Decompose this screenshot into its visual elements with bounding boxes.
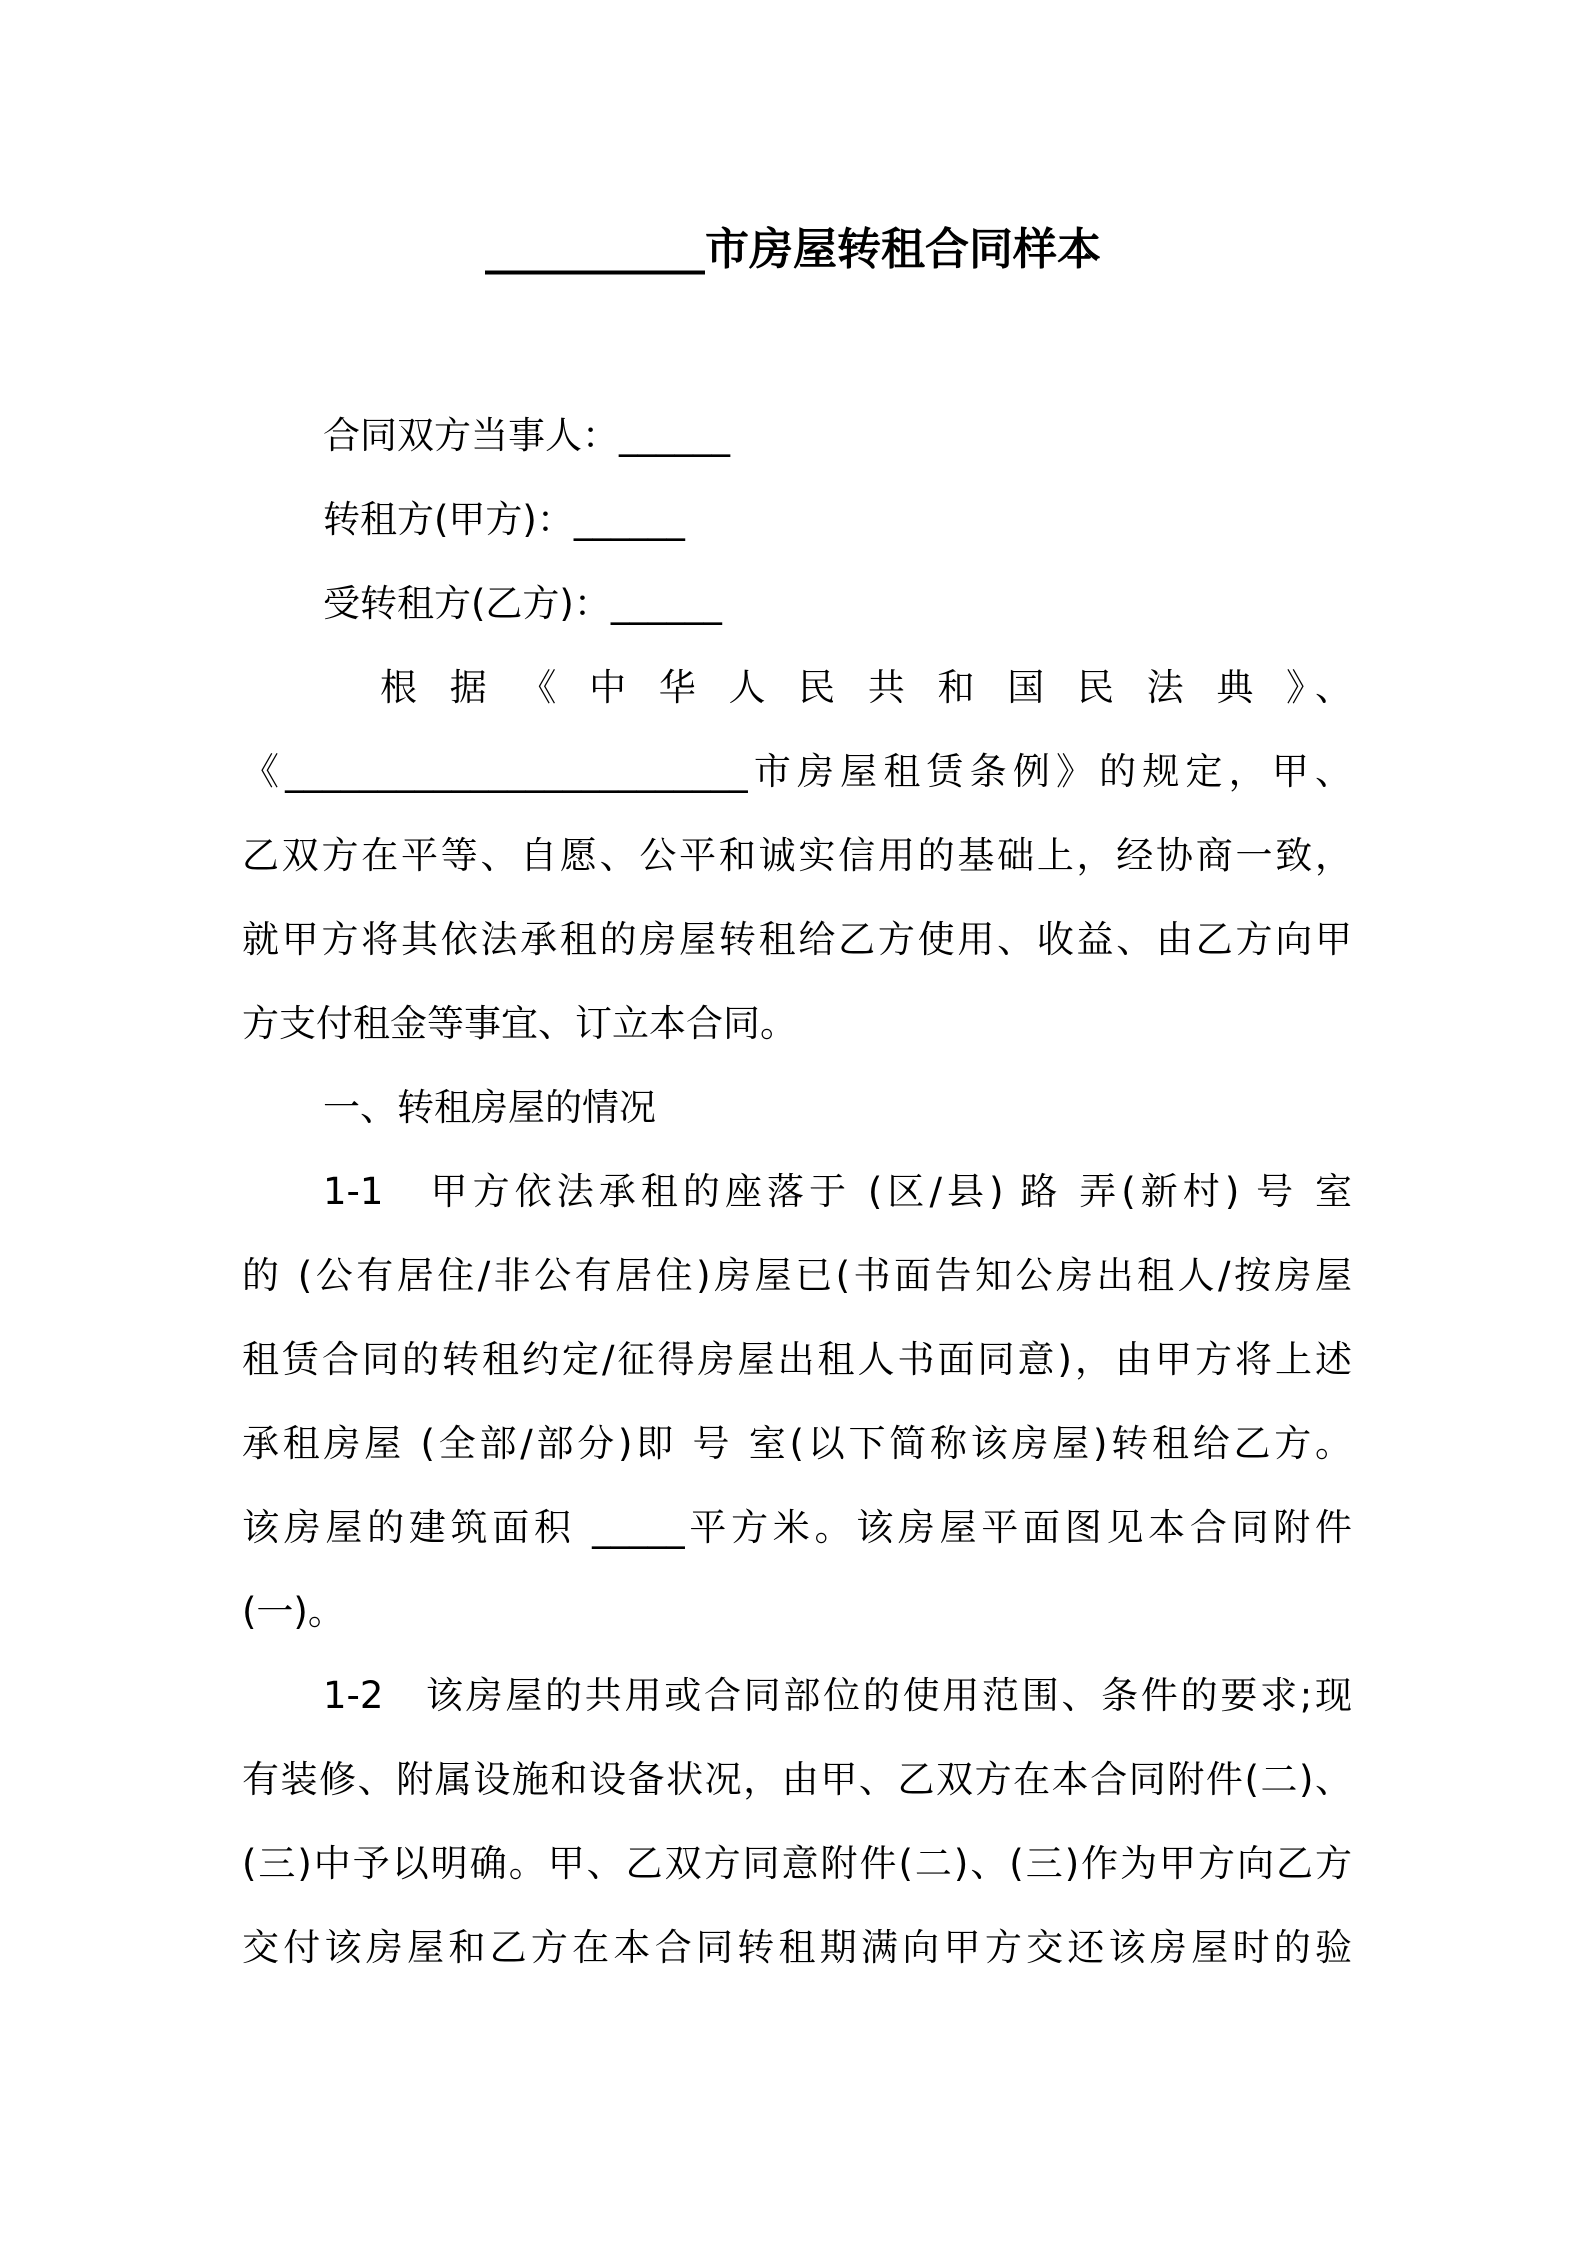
party-line: 合同双方当事人：______ — [323, 414, 730, 457]
paragraph-line: 根 据 《 中 华 人 民 共 和 国 民 法 典 》、 — [380, 666, 1352, 709]
clause-line: 承租房屋 (全部/部分)即 号 室(以下简称该房屋)转租给乙方。 — [242, 1422, 1352, 1465]
clause-line: 有装修、附属设施和设备状况，由甲、乙双方在本合同附件(二)、 — [242, 1758, 1352, 1801]
lessee-line: 受转租方(乙方)：______ — [323, 582, 722, 625]
clause-line: 交付该房屋和乙方在本合同转租期满向甲方交还该房屋时的验 — [242, 1926, 1352, 1969]
paragraph-line: 乙双方在平等、自愿、公平和诚实信用的基础上，经协商一致， — [242, 834, 1352, 877]
clause-line: 租赁合同的转租约定/征得房屋出租人书面同意)，由甲方将上述 — [242, 1338, 1352, 1381]
clause-line: 1-2 该房屋的共用或合同部位的使用范围、条件的要求;现 — [323, 1674, 1352, 1717]
clause-line: (三)中予以明确。甲、乙双方同意附件(二)、(三)作为甲方向乙方 — [242, 1842, 1352, 1885]
clause-line: 该房屋的建筑面积 _____平方米。该房屋平面图见本合同附件 — [242, 1506, 1352, 1549]
section-heading: 一、转租房屋的情况 — [323, 1086, 656, 1129]
lessor-line: 转租方(甲方)：______ — [323, 498, 685, 541]
paragraph-line: 《_________________________市房屋租赁条例》的规定，甲、 — [242, 750, 1352, 793]
paragraph-line: 方支付租金等事宜、订立本合同。 — [242, 1002, 797, 1045]
paragraph-line: 就甲方将其依法承租的房屋转租给乙方使用、收益、由乙方向甲 — [242, 918, 1352, 961]
clause-line: 的 (公有居住/非公有居住)房屋已(书面告知公房出租人/按房屋 — [242, 1254, 1352, 1297]
document-title: __________市房屋转租合同样本 — [485, 224, 1101, 275]
clause-line: (一)。 — [242, 1590, 345, 1633]
clause-line: 1-1 甲方依法承租的座落于 (区/县) 路 弄(新村) 号 室 — [323, 1170, 1352, 1213]
